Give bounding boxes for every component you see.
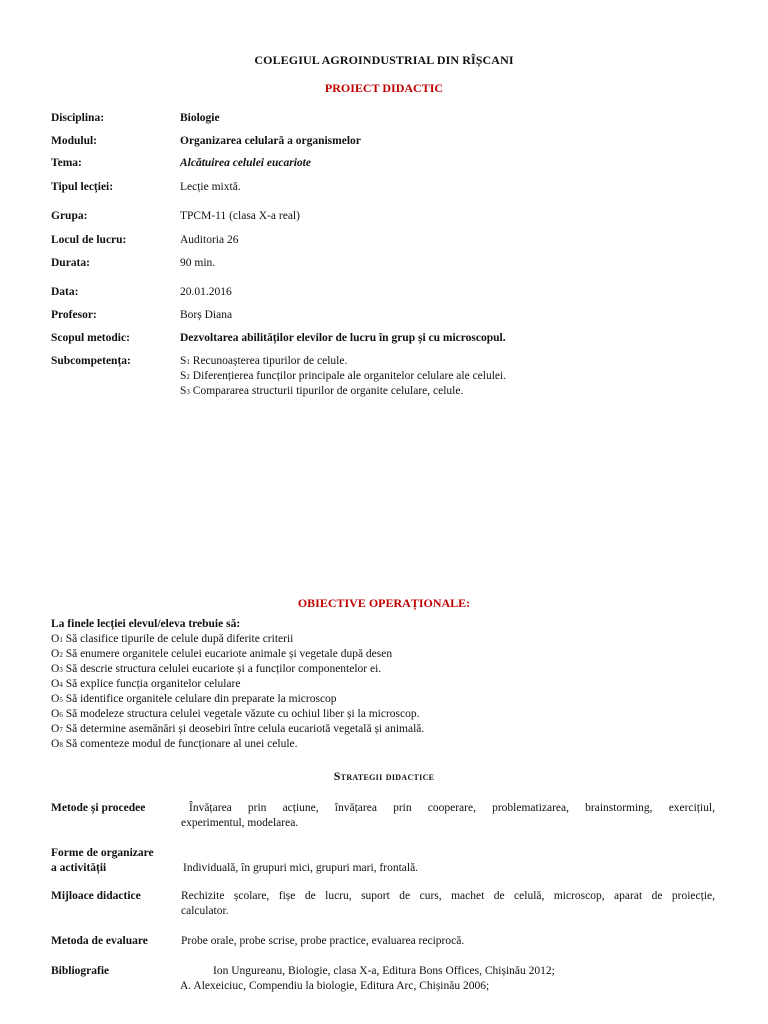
info-value: Dezvoltarea abilităților elevilor de lucru în grup și cu microscopul. bbox=[180, 332, 506, 344]
info-value: 20.01.2016 bbox=[180, 286, 232, 298]
subcompetenta-item: S1 Recunoașterea tipurilor de celule. bbox=[180, 355, 348, 367]
objective-item: O5 Să identifice organitele celulare din preparate la microscop bbox=[51, 693, 337, 705]
objective-item: O7 Să determine asemănări și deosebiri între celula eucariotă vegetală și animală. bbox=[51, 723, 425, 735]
info-label: Locul de lucru: bbox=[51, 234, 127, 246]
info-label: Modulul: bbox=[51, 135, 98, 147]
objectives-title: OBIECTIVE OPERAȚIONALE: bbox=[297, 596, 471, 610]
strategy-text: Individuală, în grupuri mici, grupuri mari, frontală. bbox=[183, 862, 419, 874]
document-title: PROIECT DIDACTIC bbox=[324, 81, 444, 95]
info-value: Alcătuirea celulei eucariote bbox=[180, 157, 311, 169]
objective-item: O3 Să descrie structura celulei eucariote și a funcților componentelor ei. bbox=[51, 663, 382, 675]
info-value: Biologie bbox=[180, 112, 220, 124]
objective-item: O8 Să comenteze modul de funcționare al unei celule. bbox=[51, 738, 298, 750]
subcompetenta-item: S3 Compararea structurii tipurilor de organite celulare, celule. bbox=[180, 385, 464, 397]
school-name: COLEGIUL AGROINDUSTRIAL DIN RÎȘCANI bbox=[254, 53, 514, 67]
info-value: TPCM-11 (clasa X-a real) bbox=[180, 210, 300, 222]
strategy-label: Mijloace didactice bbox=[51, 890, 141, 902]
info-label: Scopul metodic: bbox=[51, 332, 130, 344]
strategy-text: Rechizite școlare, fișe de lucru, suport de curs, machet de celulă, microscop, aparat de proiecție, calculator. bbox=[181, 890, 715, 917]
info-value: Borș Diana bbox=[180, 309, 233, 321]
strategy-text: Probe orale, probe scrise, probe practice, evaluarea reciprocă. bbox=[181, 935, 465, 947]
bibliography-line: A. Alexeiciuc, Compendiu la biologie, Editura Arc, Chișinău 2006; bbox=[180, 980, 490, 992]
info-label: Durata: bbox=[51, 257, 90, 269]
info-label: Tipul lecției: bbox=[51, 181, 114, 193]
info-value: Auditoria 26 bbox=[180, 234, 239, 246]
objectives-intro: La finele lecției elevul/eleva trebuie să: bbox=[51, 618, 241, 630]
objective-item: O6 Să modeleze structura celulei vegetale văzute cu ochiul liber și la microscop. bbox=[51, 708, 420, 720]
objective-item: O4 Să explice funcția organitelor celulare bbox=[51, 678, 241, 690]
info-value: Organizarea celulară a organismelor bbox=[180, 135, 361, 147]
info-value: Lecție mixtă. bbox=[180, 181, 241, 193]
info-label: Grupa: bbox=[51, 210, 88, 222]
strategies-title: Strategii didactice bbox=[333, 769, 435, 783]
strategy-label: Forme de organizare a activității bbox=[51, 847, 154, 874]
subcompetente-list bbox=[180, 354, 506, 399]
strategy-text: Învățarea prin acțiune, învățarea prin cooperare, problematizarea, brainstorming, exercițiul, experimentul, modelarea. bbox=[181, 802, 715, 829]
strategy-label: Metoda de evaluare bbox=[51, 935, 148, 947]
info-label: Tema: bbox=[51, 157, 82, 169]
strategy-label: Metode și procedee bbox=[51, 802, 146, 814]
info-label: Subcompetența: bbox=[51, 355, 131, 367]
subcompetenta-item: S2 Diferențierea funcților principale ale organitelor celulare ale celulei. bbox=[180, 370, 507, 382]
objective-item: O1 Să clasifice tipurile de celule după diferite criterii bbox=[51, 633, 294, 645]
info-label: Profesor: bbox=[51, 309, 97, 321]
objectives-list bbox=[51, 617, 731, 752]
info-label: Disciplina: bbox=[51, 112, 105, 124]
info-label: Data: bbox=[51, 286, 79, 298]
objective-item: O2 Să enumere organitele celulei eucariote animale și vegetale după desen bbox=[51, 648, 393, 660]
info-value: 90 min. bbox=[180, 257, 216, 269]
bibliography-line: Ion Ungureanu, Biologie, clasa X-a, Editura Bons Offices, Chișinău 2012; bbox=[213, 965, 555, 977]
strategy-label: Bibliografie bbox=[51, 965, 110, 977]
